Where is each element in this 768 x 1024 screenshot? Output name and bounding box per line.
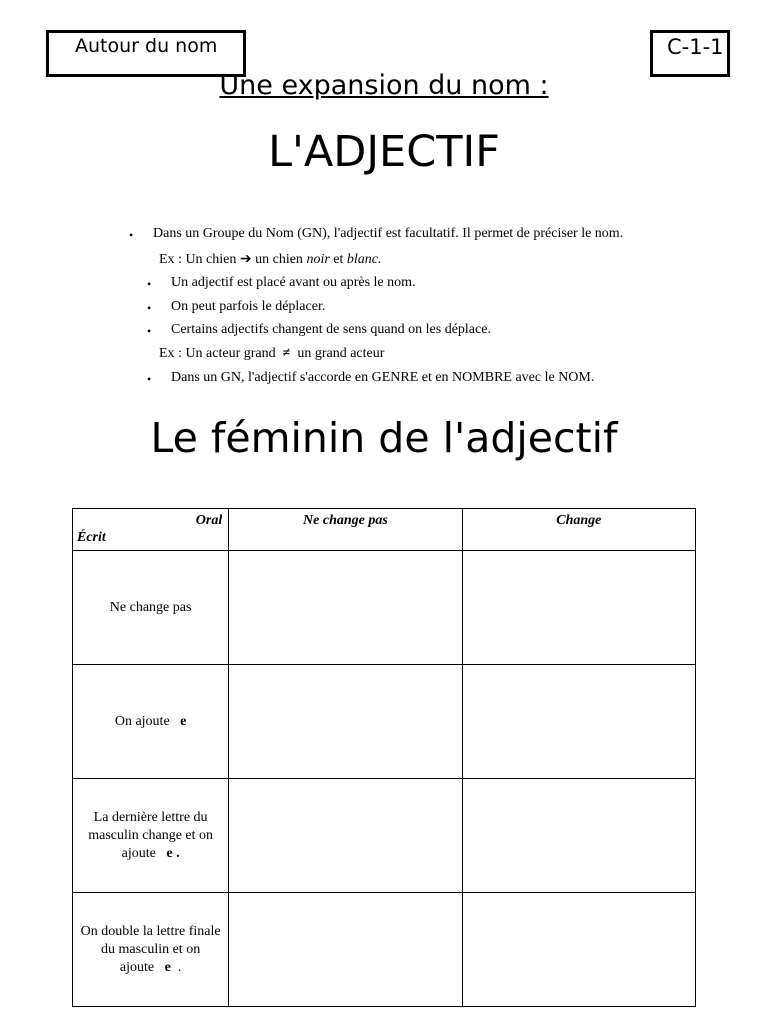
example-acteur-right: un grand acteur [297,346,385,361]
answer-cell[interactable] [462,551,695,665]
feminine-table [72,508,696,1007]
example-acteur-left: Ex : Un acteur grand [159,346,276,361]
period: . [176,845,180,861]
example-et: et [333,252,344,267]
example-acteur [159,346,384,362]
lesson-code: C-1-1 [667,35,724,59]
row-label-no-change: Ne change pas [73,551,229,665]
letter-e: e [180,713,187,729]
row-label-double-letter [73,893,229,1007]
rule-sens: Certains adjectifs changent de sens quand on les déplace. [171,322,491,337]
page-title: L'ADJECTIF [268,127,500,177]
answer-cell[interactable] [229,665,462,779]
answer-cell[interactable] [229,551,462,665]
bullet-icon: • [147,372,152,386]
table-corner-cell [73,509,229,551]
column-header-change: Change [462,509,695,551]
answer-cell[interactable] [462,665,695,779]
rule-placement: Un adjectif est placé avant ou après le nom. [171,275,416,290]
row-label-add-e [73,665,229,779]
bullet-icon: • [147,301,152,315]
not-equal-icon: ≠ [282,346,291,361]
example-blanc: blanc. [346,252,382,267]
corner-oral-label: Oral [195,513,223,528]
row-label-text: On double la lettre finale du masculin et on ajoute [80,923,221,975]
answer-cell[interactable] [462,779,695,893]
answer-cell[interactable] [229,893,462,1007]
answer-cell[interactable] [229,779,462,893]
row-label-text: La dernière lettre du masculin change et on ajoute [88,809,214,861]
rule-accord: Dans un GN, l'adjectif s'accorde en GENRE et en NOMBRE avec le NOM. [171,370,595,385]
rule-facultatif: Dans un Groupe du Nom (GN), l'adjectif est facultatif. Il permet de préciser le nom. [153,226,624,241]
table-row [73,779,696,893]
example-chien [159,251,382,268]
bullet-icon: • [129,228,134,242]
row-label-text: On ajoute [114,713,170,729]
category-label: Autour du nom [75,35,218,57]
letter-e: e [166,845,173,861]
example-noir: noir [306,252,330,267]
section-title: Le féminin de l'adjectif [150,414,618,462]
row-label-last-letter [73,779,229,893]
period: . [177,959,182,975]
example-prefix: Ex : Un chien [159,252,237,267]
table-row [73,551,696,665]
arrow-icon: ➔ [239,252,252,267]
letter-e: e [164,959,171,975]
bullet-icon: • [147,277,152,291]
table-row [73,665,696,779]
example-mid: un chien [255,252,303,267]
rule-deplacer: On peut parfois le déplacer. [171,299,326,314]
column-header-no-change: Ne change pas [229,509,462,551]
bullet-icon: • [147,324,152,338]
corner-ecrit-label: Écrit [77,530,106,545]
answer-cell[interactable] [462,893,695,1007]
table-header-row [73,509,696,551]
table-row [73,893,696,1007]
page-subtitle: Une expansion du nom : [219,70,549,101]
